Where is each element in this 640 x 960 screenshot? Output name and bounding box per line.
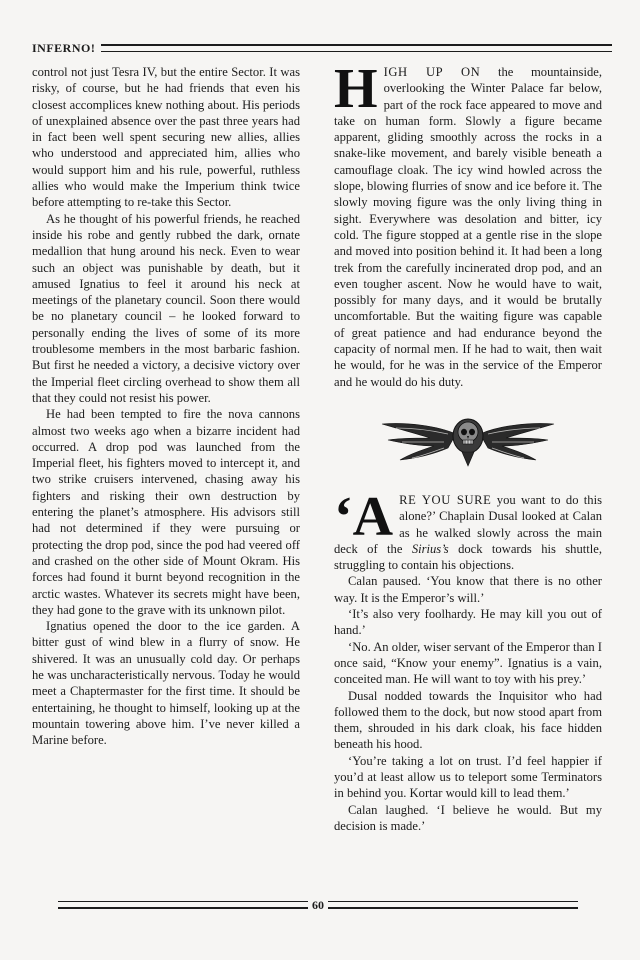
paragraph: Calan paused. ‘You know that there is no other way. It is the Emperor’s will.’	[334, 574, 602, 605]
paragraph-text: dock towards his shuttle, struggling to contain his objections.	[334, 541, 602, 573]
page-number: 60	[312, 898, 324, 912]
drop-cap: H	[334, 58, 378, 120]
paragraph: He had been tempted to fire the nova cannons almost two weeks ago when a bizarre incident had occurred. A drop pod was launched from the Imperial fleet, his fighters moved to intercept it, and two strike cruisers intervened, chasing away his fighters and risking their own destruction by entering the planet’s atmosphere. His advisors still had not determined if they were pursuing or protecting the drop pod, since the pod had veered off and crashed on the other side of Mount Okram. His forces had found it burnt beyond recognition in the arctic wastes. Whatever its secrets might have been, they had gone to the grave with its unknown pilot.	[32, 407, 300, 617]
footer-rule-right	[328, 901, 578, 909]
paragraph: ‘You’re taking a lot on trust. I’d feel happier if you’d at least allow us to teleport some Terminators in behind you. Kortar would kill to lead them.’	[334, 753, 602, 801]
section-opening-paragraph	[334, 58, 602, 390]
opening-quote-mark: ‘	[334, 485, 353, 548]
section-opening-paragraph	[334, 485, 602, 573]
paragraph-text: you want to do this alone?’ Chaplain Dusal looked at Calan as he walked slowly across the main deck of the	[334, 492, 602, 556]
paragraph-text: the mountainside, overlooking the Winter Palace far below, part of the rock face appeared to move and take on human form. Slowly a figure became apparent, gliding smoothly across the rocks in a snake-like movement, and barely visible beneath a camouflage cloak. The icy wind howled across the slope, blowing flurries of snow and ice before it. The slowly moving figure was the only living thing in sight. Everywhere was desolation and bitter, icy cold. The figure stopped at a gentle rise in the slope and moved into position behind it. It had been a long trek from the carefully incinerated drop pod, and an even tougher ascent. Now he would have to wait, possibly for many days, and it would be brutally uncomfortable. But the waiting figure was capable of great patience and had endurance beyond the capacity of normal men. If he had to wait, then wait he would, for he was in the service of the Emperor and he would do his duty.	[334, 65, 602, 389]
running-header	[32, 40, 612, 56]
paragraph: ‘It’s also very foolhardy. He may kill you out of hand.’	[334, 607, 602, 638]
paragraph: control not just Tesra IV, but the entire Sector. It was risky, of course, but he had friends that even his closest accomplices knew nothing about. His periods of unexplained absence over the past three years had in fact been well spent securing new allies, allies who understood and appreciated him, allies who would support him and his rule, powerful, ruthless allies who would make the Imperium think twice before attempting to re-take this Sector.	[32, 65, 300, 210]
page-footer	[58, 898, 578, 912]
drop-cap	[334, 485, 394, 548]
lead-in: IGH UP ON	[383, 65, 481, 79]
paragraph: Ignatius opened the door to the ice garden. A bitter gust of wind blew in a flurry of snow. He shivered. It was an unusually cold day. Or perhaps he was uncharacteristically nervous. Today he would meet a Chaptermaster for the first time. It should be entertaining, he thought to himself, looking up at the mountain towering above him. I’ve never killed a Marine before.	[32, 619, 300, 748]
header-title: INFERNO!	[32, 40, 96, 55]
winged-skull-emblem-icon	[378, 404, 558, 474]
footer-rule-left	[58, 901, 308, 909]
right-column	[334, 58, 602, 834]
left-column	[32, 64, 300, 748]
paragraph: ‘No. An older, wiser servant of the Emperor than I once said, “Know your enemy”. Ignatius is a vain, conceited man. He will want to toy with his prey.’	[334, 639, 602, 687]
paragraph: As he thought of his powerful friends, he reached inside his robe and gently rubbed the dark, ornate medallion that hung around his neck. Even to wear such an object was punishable by death, but it amused Ignatius to feel it around his neck at meetings of the planetary council. Soon there would be no planetary council – he looked forward to personally ending the lives of some of its more troublesome members in the most barbaric fashion. But first he needed a victory, a decisive victory over the Imperial fleet circling overhead to show them all that they could not resist his power.	[32, 211, 300, 405]
header-rule	[101, 44, 612, 52]
drop-cap-letter: A	[352, 485, 394, 548]
ship-name: Sirius’s	[411, 541, 449, 556]
lead-in: RE YOU SURE	[399, 492, 492, 507]
paragraph: Dusal nodded towards the Inquisitor who had followed them to the dock, but now stood apart from them, shrouded in his dark cloak, his face hidden beneath his hood.	[334, 688, 602, 752]
paragraph: Calan laughed. ‘I believe he would. But my decision is made.’	[334, 802, 602, 833]
